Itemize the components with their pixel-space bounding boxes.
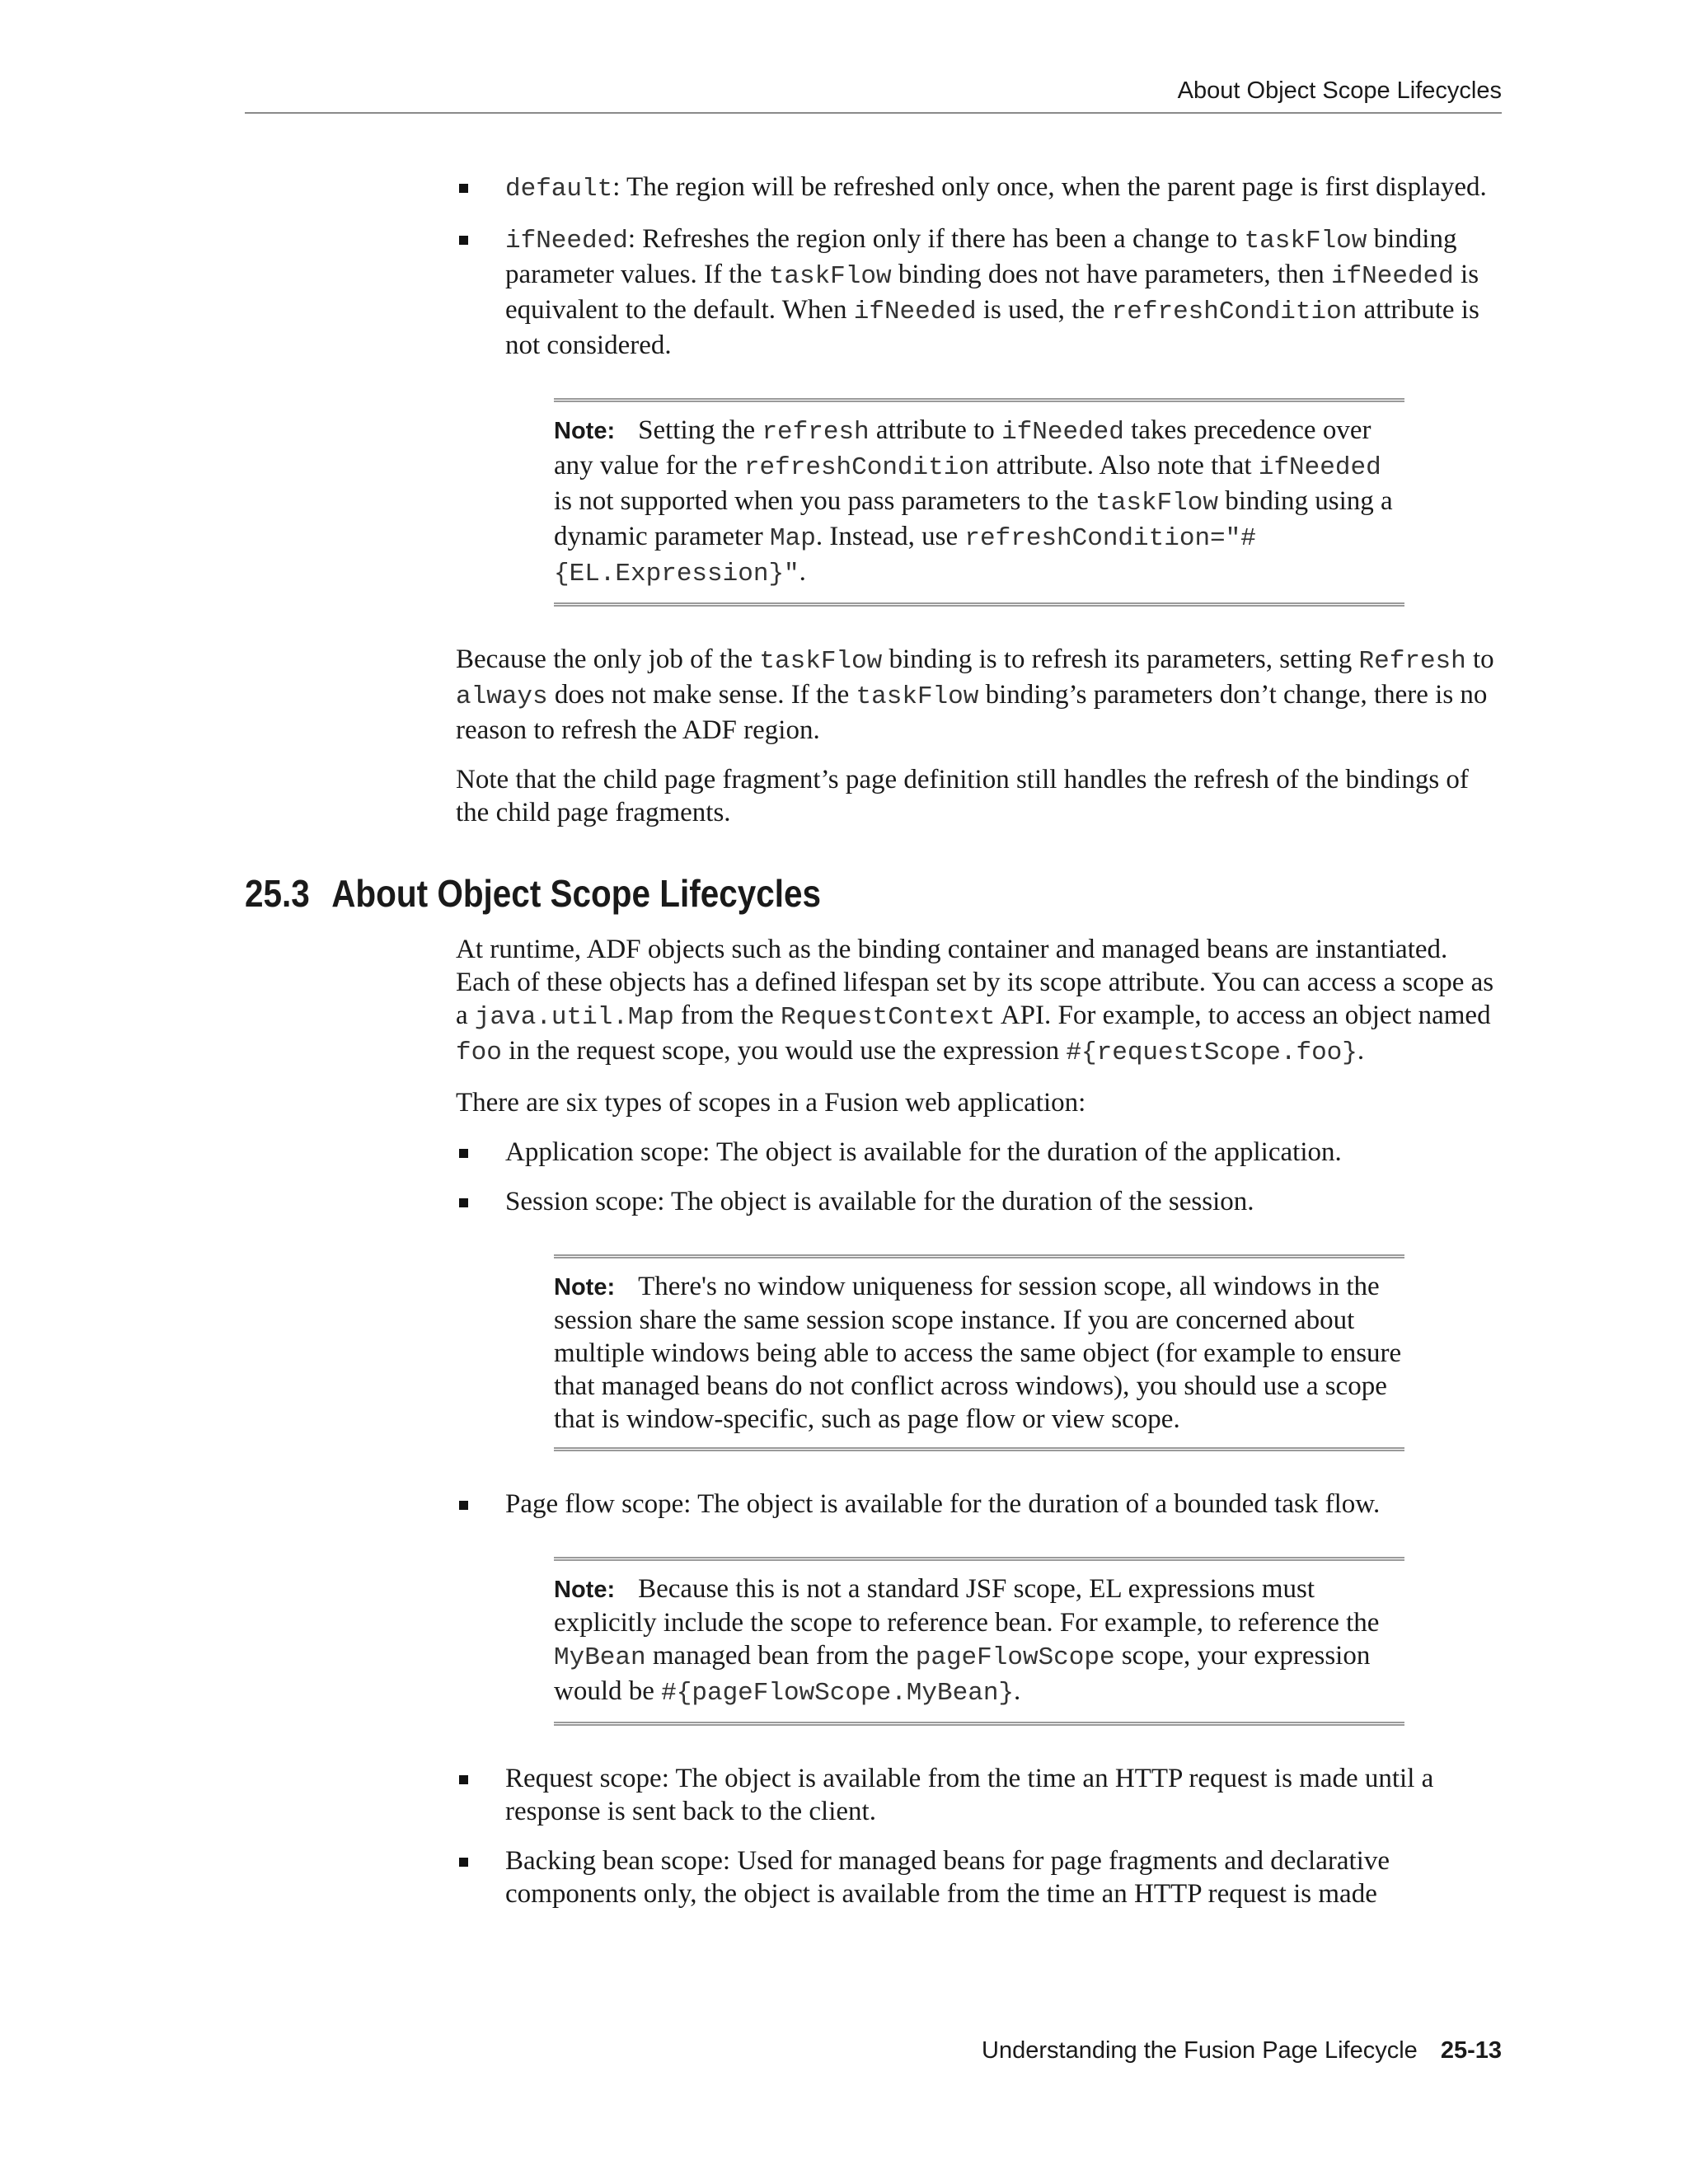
code-term: refreshCondition	[743, 453, 990, 482]
code-term: ifNeeded	[1001, 418, 1124, 447]
square-bullet-icon	[459, 236, 468, 245]
square-bullet-icon	[459, 184, 468, 193]
code-term: #{pageFlowScope.MyBean}	[661, 1679, 1015, 1708]
text-run: does not make sense. If the	[547, 680, 856, 710]
code-term: ifNeeded	[1330, 262, 1454, 291]
text-run: binding does not have parameters, then	[891, 260, 1331, 289]
note-pageflow-scope	[554, 1557, 1404, 1726]
list-item-text: Request scope: The object is available from the time an HTTP request is made until a response is sent back to the client.	[505, 1764, 1434, 1826]
code-term: ifNeeded	[505, 227, 628, 255]
list-item-session-scope	[456, 1185, 1507, 1218]
code-term: ifNeeded	[1258, 453, 1381, 482]
page-footer	[982, 2034, 1502, 2067]
text-run: in the request scope, you would use the expression	[501, 1036, 1067, 1066]
code-term: Map	[770, 524, 816, 553]
code-term: java.util.Map	[474, 1003, 674, 1032]
list-item-text: Page flow scope: The object is available for the duration of a bounded task flow.	[505, 1489, 1381, 1519]
code-term: MyBean	[554, 1643, 646, 1672]
list-item-text: Session scope: The object is available for the duration of the session.	[505, 1187, 1254, 1216]
code-term: foo	[456, 1038, 502, 1067]
page-content	[245, 171, 1507, 1927]
text-run: .	[1014, 1676, 1021, 1706]
text-run: .	[799, 557, 806, 587]
text-run: from the	[673, 1001, 781, 1030]
scope-list-final	[456, 1762, 1507, 1910]
text-run: is equivalent to the default. When	[505, 260, 1479, 325]
list-item-request-scope	[456, 1762, 1507, 1828]
page-number: 25-13	[1440, 2037, 1502, 2064]
running-header	[245, 73, 1502, 114]
scope-list	[456, 1136, 1507, 1218]
text-run: binding using a dynamic parameter	[554, 486, 1393, 551]
list-item-text: : The region will be refreshed only once, when the parent page is first displayed.	[612, 172, 1487, 202]
code-term: pageFlowScope	[915, 1643, 1115, 1672]
text-run: attribute. Also note that	[989, 451, 1259, 480]
code-term: RequestContext	[780, 1003, 996, 1032]
section-title: About Object Scope Lifecycles	[331, 872, 822, 915]
list-item-text: Application scope: The object is available for the duration of the application.	[505, 1137, 1342, 1167]
text-run: binding parameter values. If the	[505, 224, 1457, 289]
running-header-title: About Object Scope Lifecycles	[1177, 77, 1502, 104]
text-run: At runtime, ADF objects such as the binding container and managed beans are instantiated. Each of these objects has a defined lifespan set by its scope attribute. You can access a scope as a	[456, 935, 1494, 1030]
code-term: Refresh	[1358, 647, 1466, 676]
text-run: Because the only job of the	[456, 644, 760, 674]
list-item-backing-bean-scope	[456, 1844, 1507, 1910]
note-session-scope	[554, 1254, 1404, 1451]
paragraph-child-fragment: Note that the child page fragment’s page definition still handles the refresh of the bindings of the child page fragments.	[456, 765, 1469, 827]
paragraph-six-scopes: There are six types of scopes in a Fusion web application:	[456, 1088, 1086, 1118]
text-run: . Instead, use	[815, 522, 965, 551]
note-label: Note:	[554, 1274, 616, 1301]
note-body	[554, 1270, 1404, 1436]
paragraph-runtime-scopes	[456, 933, 1507, 1070]
note-body	[554, 414, 1404, 591]
code-term: refreshCondition="#{EL.Expression}"	[554, 524, 1256, 588]
refresh-options-list	[456, 171, 1507, 362]
text-run: managed bean from the	[645, 1641, 916, 1671]
code-term: taskFlow	[1244, 227, 1367, 255]
text-run: attribute is not considered.	[505, 295, 1479, 360]
code-term: #{requestScope.foo}	[1066, 1038, 1357, 1067]
note-label: Note:	[554, 1577, 616, 1603]
code-term: taskFlow	[856, 682, 979, 711]
text-run: Setting the	[638, 415, 762, 445]
note-body	[554, 1572, 1404, 1710]
text-run: is used, the	[976, 295, 1112, 325]
text-run: to	[1465, 644, 1494, 674]
code-term: taskFlow	[768, 262, 892, 291]
code-term: taskFlow	[1095, 489, 1218, 518]
text-run: Because this is not a standard JSF scope, EL expressions must explicitly include the scope to reference bean. For example, to reference the	[554, 1574, 1380, 1638]
code-term: always	[456, 682, 548, 711]
list-item-ifneeded	[456, 223, 1507, 362]
list-item-pageflow-scope	[456, 1488, 1507, 1521]
code-term: refresh	[762, 418, 870, 447]
list-item-text: Backing bean scope: Used for managed beans for page fragments and declarative components only, the object is available from the time an HTTP request is made	[505, 1846, 1390, 1909]
footer-chapter-title: Understanding the Fusion Page Lifecycle	[982, 2037, 1418, 2064]
code-default: default	[505, 175, 613, 204]
code-term: ifNeeded	[853, 298, 977, 326]
text-run: : Refreshes the region only if there has been a change to	[627, 224, 1245, 254]
text-run: attribute to	[869, 415, 1002, 445]
note-label: Note:	[554, 418, 616, 444]
square-bullet-icon	[459, 1858, 468, 1867]
code-term: refreshCondition	[1111, 298, 1357, 326]
section-number: 25.3	[245, 872, 310, 915]
text-run: takes precedence over any value for the	[554, 415, 1372, 480]
text-run: .	[1357, 1036, 1365, 1066]
list-item-default	[456, 171, 1507, 206]
text-run: There's no window uniqueness for session scope, all windows in the session share the same session scope instance. If you are concerned about multiple windows being able to access the same object (for example to ensure that managed beans do not conflict across windows), you should use a scope that is window-specific, such as page flow or view scope.	[554, 1272, 1402, 1434]
text-run: scope, your expression would be	[554, 1641, 1371, 1706]
text-run: API. For example, to access an object named	[995, 1001, 1491, 1030]
square-bullet-icon	[459, 1149, 468, 1158]
note-refresh-precedence	[554, 398, 1404, 607]
code-term: taskFlow	[759, 647, 883, 676]
text-run: binding is to refresh its parameters, setting	[882, 644, 1359, 674]
text-run: binding’s parameters don’t change, there is no reason to refresh the ADF region.	[456, 680, 1488, 745]
text-run: is not supported when you pass parameters to the	[554, 486, 1096, 516]
square-bullet-icon	[459, 1501, 468, 1510]
section-heading	[245, 870, 1355, 916]
scope-list-continued	[456, 1488, 1507, 1521]
list-item-application-scope	[456, 1136, 1507, 1169]
square-bullet-icon	[459, 1198, 468, 1207]
paragraph-taskflow-refresh	[456, 643, 1507, 747]
square-bullet-icon	[459, 1775, 468, 1784]
